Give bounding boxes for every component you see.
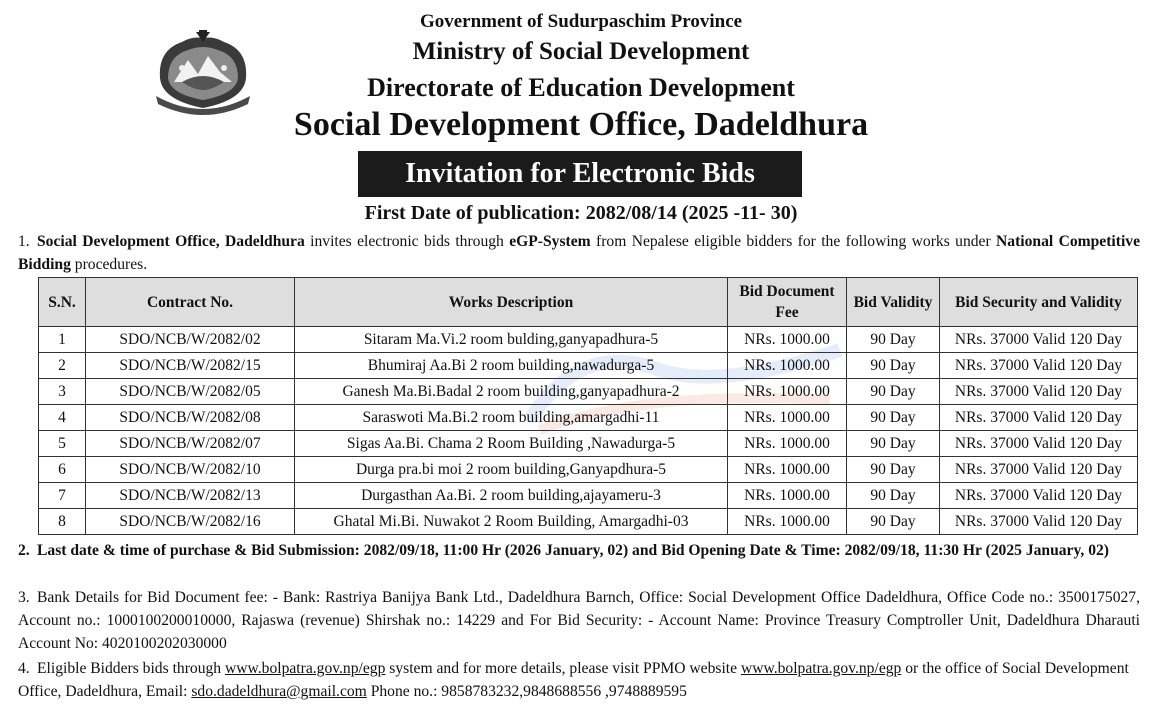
paragraph-3 <box>18 586 1140 655</box>
ppmo-link[interactable]: www.bolpatra.gov.np/egp <box>740 660 902 677</box>
paragraph-number: 1. <box>18 233 30 250</box>
paragraph-1 <box>18 230 1140 276</box>
header-contract-no: Contract No. <box>86 278 295 327</box>
table-row <box>39 483 1138 509</box>
submission-dates: Last date & time of purchase & Bid Submission: 2082/09/18, 11:00 Hr (2026 January, 02) and Bid Opening Date & Time: 2082/09/18, 11:30 Hr (2025 January, 02) <box>37 542 1109 559</box>
cell-works-description: Ghatal Mi.Bi. Nuwakot 2 Room Building, Amargadhi-03 <box>295 509 728 535</box>
cell-bid-security: NRs. 37000 Valid 120 Day <box>940 405 1138 431</box>
office-name: Social Development Office, Dadeldhura <box>37 233 305 250</box>
paragraph-4 <box>18 657 1140 703</box>
table-row <box>39 509 1138 535</box>
cell-bid-document-fee: NRs. 1000.00 <box>728 353 847 379</box>
cell-contract-no: SDO/NCB/W/2082/10 <box>86 457 295 483</box>
office-title: Social Development Office, Dadeldhura <box>293 106 869 143</box>
paragraph-number: 4. <box>18 660 30 677</box>
cell-sn: 7 <box>39 483 86 509</box>
paragraph-text: invites electronic bids through <box>304 233 510 250</box>
cell-bid-validity: 90 Day <box>847 379 940 405</box>
cell-sn: 1 <box>39 327 86 353</box>
cell-bid-document-fee: NRs. 1000.00 <box>728 405 847 431</box>
phone-numbers: Phone no.: 9858783232,9848688556 ,9748889595 <box>366 683 687 700</box>
cell-contract-no: SDO/NCB/W/2082/15 <box>86 353 295 379</box>
cell-sn: 5 <box>39 431 86 457</box>
cell-bid-validity: 90 Day <box>847 431 940 457</box>
paragraph-text: Eligible Bidders bids through <box>37 660 225 677</box>
header-bid-security: Bid Security and Validity <box>940 278 1138 327</box>
table-row <box>39 353 1138 379</box>
cell-works-description: Ganesh Ma.Bi.Badal 2 room building,ganyapadhura-2 <box>295 379 728 405</box>
cell-bid-document-fee: NRs. 1000.00 <box>728 483 847 509</box>
cell-bid-validity: 90 Day <box>847 509 940 535</box>
cell-bid-security: NRs. 37000 Valid 120 Day <box>940 327 1138 353</box>
government-line: Government of Sudurpaschim Province <box>419 11 743 32</box>
table-row <box>39 379 1138 405</box>
table-row <box>39 405 1138 431</box>
cell-bid-security: NRs. 37000 Valid 120 Day <box>940 457 1138 483</box>
system-name: eGP-System <box>509 233 591 250</box>
table-row <box>39 457 1138 483</box>
cell-bid-validity: 90 Day <box>847 353 940 379</box>
ministry-line: Ministry of Social Development <box>412 38 750 65</box>
cell-bid-document-fee: NRs. 1000.00 <box>728 457 847 483</box>
bidding-type: National Competitive Bidding <box>18 233 1141 273</box>
header-bid-validity: Bid Validity <box>847 278 940 327</box>
cell-bid-document-fee: NRs. 1000.00 <box>728 327 847 353</box>
cell-sn: 6 <box>39 457 86 483</box>
cell-contract-no: SDO/NCB/W/2082/13 <box>86 483 295 509</box>
cell-bid-security: NRs. 37000 Valid 120 Day <box>940 483 1138 509</box>
publication-date: First Date of publication: 2082/08/14 (2025 -11- 30) <box>364 202 798 224</box>
cell-bid-document-fee: NRs. 1000.00 <box>728 431 847 457</box>
cell-bid-validity: 90 Day <box>847 405 940 431</box>
paragraph-number: 3. <box>18 589 30 606</box>
cell-bid-validity: 90 Day <box>847 327 940 353</box>
cell-bid-document-fee: NRs. 1000.00 <box>728 509 847 535</box>
cell-works-description: Sigas Aa.Bi. Chama 2 Room Building ,Nawadurga-5 <box>295 431 728 457</box>
header-bid-document-fee: Bid Document Fee <box>728 278 847 327</box>
cell-works-description: Sitaram Ma.Vi.2 room bulding,ganyapadhura-5 <box>295 327 728 353</box>
cell-sn: 2 <box>39 353 86 379</box>
header-works-description: Works Description <box>295 278 728 327</box>
bids-table <box>38 277 1138 535</box>
cell-works-description: Bhumiraj Aa.Bi 2 room building,nawadurga-5 <box>295 353 728 379</box>
paragraph-2 <box>18 539 1140 562</box>
cell-bid-validity: 90 Day <box>847 457 940 483</box>
paragraph-number: 2. <box>18 542 30 559</box>
cell-contract-no: SDO/NCB/W/2082/16 <box>86 509 295 535</box>
cell-works-description: Durgasthan Aa.Bi. 2 room building,ajayameru-3 <box>295 483 728 509</box>
directorate-line: Directorate of Education Development <box>367 73 795 102</box>
cell-sn: 8 <box>39 509 86 535</box>
cell-works-description: Saraswoti Ma.Bi.2 room building,amargadhi-11 <box>295 405 728 431</box>
cell-contract-no: SDO/NCB/W/2082/02 <box>86 327 295 353</box>
egp-link[interactable]: www.bolpatra.gov.np/egp <box>224 660 386 677</box>
cell-sn: 4 <box>39 405 86 431</box>
cell-contract-no: SDO/NCB/W/2082/07 <box>86 431 295 457</box>
paragraph-text: system and for more details, please visit PPMO website <box>385 660 741 677</box>
cell-bid-security: NRs. 37000 Valid 120 Day <box>940 353 1138 379</box>
table-row <box>39 431 1138 457</box>
bank-details: Bank Details for Bid Document fee: - Bank: Rastriya Banijya Bank Ltd., Dadeldhura Barnch, Office: Social Development Office Dadeldhura, Office Code no.: 3500175027, Account no.: 1000100200010000, Rajaswa (revenue) Shirshak no.: 14229 and For Bid Security: - Account Name: Province Treasury Comptroller Unit, Dadeldhura Dharauti Account No: 4020100202030000 <box>18 589 1140 652</box>
cell-bid-validity: 90 Day <box>847 483 940 509</box>
email-link[interactable]: sdo.dadeldhura@gmail.com <box>191 683 367 700</box>
cell-sn: 3 <box>39 379 86 405</box>
notice-banner: Invitation for Electronic Bids <box>358 151 802 197</box>
paragraph-text: or the office of Social Development Office, Dadeldhura, Email: <box>18 660 1129 700</box>
cell-contract-no: SDO/NCB/W/2082/05 <box>86 379 295 405</box>
cell-bid-security: NRs. 37000 Valid 120 Day <box>940 509 1138 535</box>
cell-contract-no: SDO/NCB/W/2082/08 <box>86 405 295 431</box>
cell-bid-security: NRs. 37000 Valid 120 Day <box>940 379 1138 405</box>
table-header-row <box>39 278 1138 327</box>
table-row <box>39 327 1138 353</box>
header-sn: S.N. <box>39 278 86 327</box>
cell-works-description: Durga pra.bi moi 2 room building,Ganyapdhura-5 <box>295 457 728 483</box>
paragraph-text: procedures. <box>70 256 148 273</box>
paragraph-text: from Nepalese eligible bidders for the following works under <box>590 233 997 250</box>
cell-bid-security: NRs. 37000 Valid 120 Day <box>940 431 1138 457</box>
cell-bid-document-fee: NRs. 1000.00 <box>728 379 847 405</box>
